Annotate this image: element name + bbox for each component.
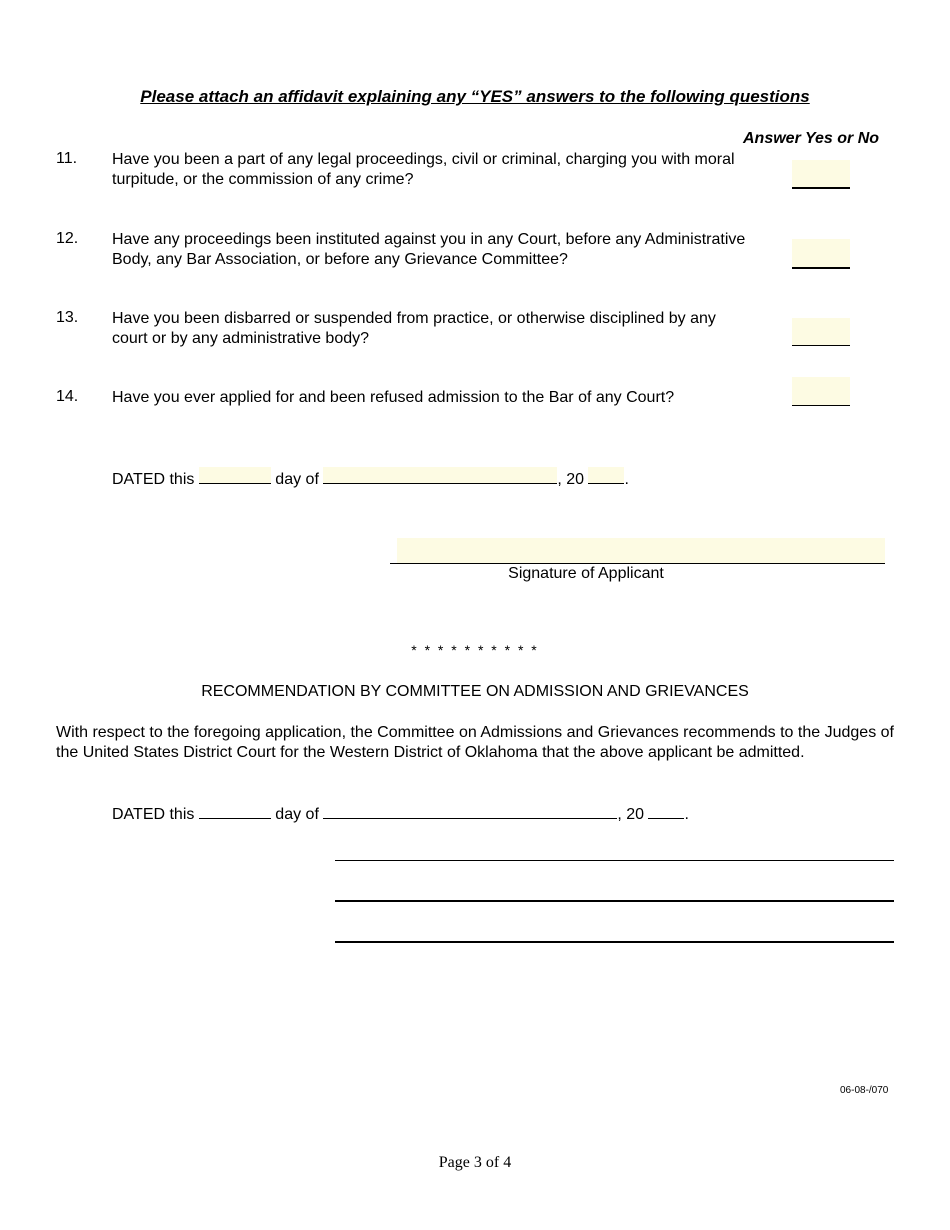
- question-14-number: 14.: [56, 388, 79, 405]
- dated-line-applicant: [112, 467, 629, 489]
- dated-year-field[interactable]: [588, 467, 624, 484]
- dated-prefix: DATED this: [112, 806, 195, 823]
- question-14-text: Have you ever applied for and been refused admission to the Bar of any Court?: [112, 389, 675, 406]
- question-11-answer-field[interactable]: [792, 160, 850, 189]
- question-13-text: Have you been disbarred or suspended from practice, or otherwise disciplined by any court or by any administrative body?: [112, 310, 716, 347]
- dated-year-prefix: , 20: [617, 806, 645, 823]
- dated-day-of: day of: [275, 806, 319, 823]
- page-number: Page 3 of 4: [438, 1154, 512, 1171]
- question-11-text: Have you been a part of any legal proceedings, civil or criminal, charging you with moral turpitude, or the commission of any crime?: [112, 151, 735, 188]
- signature-label: Signature of Applicant: [508, 565, 664, 582]
- committee-signature-line-2[interactable]: [335, 900, 894, 902]
- question-13-number: 13.: [56, 309, 79, 326]
- dated-month-field[interactable]: [323, 467, 557, 484]
- committee-signature-line-1[interactable]: [335, 860, 894, 861]
- signature-line: [390, 538, 885, 564]
- recommendation-title: RECOMMENDATION BY COMMITTEE ON ADMISSION AND GRIEVANCES: [201, 683, 749, 700]
- dated-end: .: [684, 806, 689, 823]
- committee-signature-line-3[interactable]: [335, 941, 894, 943]
- answer-column-header: Answer Yes or No: [743, 130, 880, 147]
- question-13-answer-field[interactable]: [792, 318, 850, 346]
- question-14-answer-field[interactable]: [792, 377, 850, 406]
- question-12-number: 12.: [56, 230, 79, 247]
- question-11-number: 11.: [56, 150, 78, 167]
- dated-day-blank[interactable]: [199, 802, 271, 819]
- dated-month-blank[interactable]: [323, 802, 617, 819]
- dated-year-prefix: , 20: [557, 471, 585, 488]
- dated-prefix: DATED this: [112, 471, 195, 488]
- recommendation-text: With respect to the foregoing application, the Committee on Admissions and Grievances recommends to the Judges of the United States District Court for the Western District of Oklahoma that the above applicant be admitted.: [56, 724, 894, 761]
- dated-year-blank[interactable]: [648, 802, 684, 819]
- dated-line-committee: [112, 802, 689, 824]
- question-12-text: Have any proceedings been instituted against you in any Court, before any Administrative Body, any Bar Association, or before any Grievance Committee?: [112, 231, 746, 268]
- dated-day-field[interactable]: [199, 467, 271, 484]
- section-separator: * * * * * * * * * *: [411, 642, 539, 658]
- dated-day-of: day of: [275, 471, 319, 488]
- instructions-heading: Please attach an affidavit explaining any “YES” answers to the following questions: [140, 87, 810, 106]
- question-12-answer-field[interactable]: [792, 239, 850, 269]
- form-number: 06-08-/070: [840, 1085, 889, 1096]
- dated-end: .: [624, 471, 629, 488]
